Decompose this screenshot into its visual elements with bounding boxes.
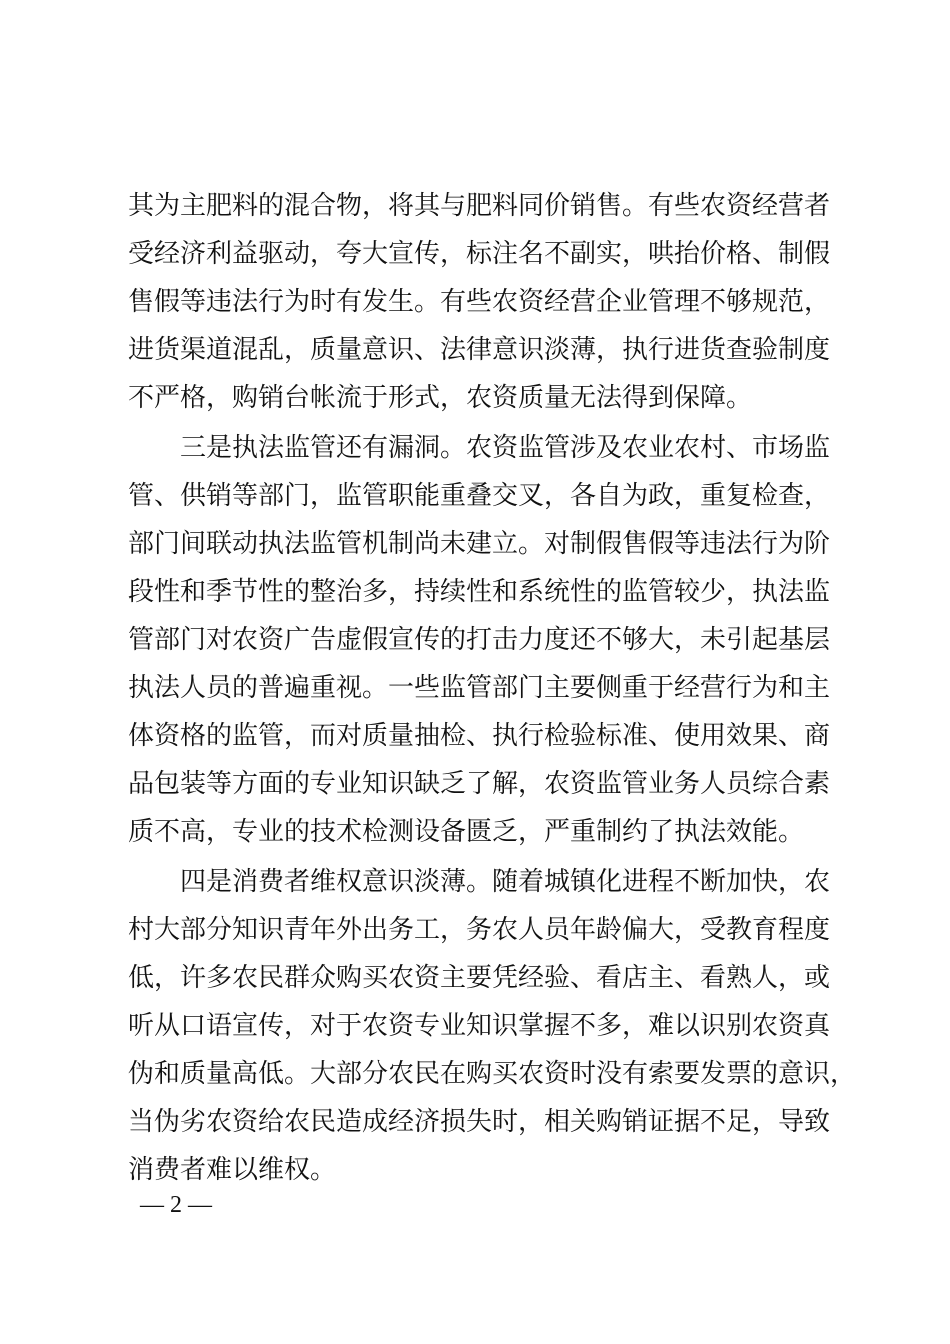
text-line: 消费者难以维权。: [128, 1155, 337, 1185]
text-line: 村大部分知识青年外出务工，务农人员年龄偏大，受教育程度: [128, 915, 831, 945]
text-line: 不严格，购销台帐流于形式，农资质量无法得到保障。: [128, 383, 753, 413]
text-line: 进货渠道混乱，质量意识、法律意识淡薄，执行进货查验制度: [128, 335, 831, 365]
text-line: 体资格的监管，而对质量抽检、执行检验标准、使用效果、商: [128, 721, 831, 751]
text-line: 当伪劣农资给农民造成经济损失时，相关购销证据不足，导致: [128, 1107, 831, 1137]
text-line: 部门间联动执法监管机制尚未建立。对制假售假等违法行为阶: [128, 529, 831, 559]
text-line: 品包装等方面的专业知识缺乏了解，农资监管业务人员综合素: [128, 769, 831, 799]
text-line: 受经济利益驱动，夸大宣传，标注名不副实，哄抬价格、制假: [128, 239, 831, 269]
text-line: 低，许多农民群众购买农资主要凭经验、看店主、看熟人，或: [128, 963, 831, 993]
text-line: 管部门对农资广告虚假宣传的打击力度还不够大，未引起基层: [128, 625, 831, 655]
text-line: 段性和季节性的整治多，持续性和系统性的监管较少，执法监: [128, 577, 831, 607]
text-line: 售假等违法行为时有发生。有些农资经营企业管理不够规范，: [128, 287, 831, 317]
text-line: 质不高，专业的技术检测设备匮乏，严重制约了执法效能。: [128, 817, 805, 847]
text-line: 听从口语宣传，对于农资专业知识掌握不多，难以识别农资真: [128, 1011, 831, 1041]
text-line: 其为主肥料的混合物，将其与肥料同价销售。有些农资经营者: [128, 191, 831, 221]
page-number: — 2 —: [140, 1192, 212, 1218]
text-line: 管、供销等部门，监管职能重叠交叉，各自为政，重复检查，: [128, 481, 831, 511]
text-line: 执法人员的普遍重视。一些监管部门主要侧重于经营行为和主: [128, 673, 831, 703]
text-line: 伪和质量高低。大部分农民在购买农资时没有索要发票的意识，: [128, 1059, 857, 1089]
paragraph-first-line: 三是执法监管还有漏洞。农资监管涉及农业农村、市场监: [180, 433, 831, 463]
paragraph-first-line: 四是消费者维权意识淡薄。随着城镇化进程不断加快，农: [180, 867, 831, 897]
